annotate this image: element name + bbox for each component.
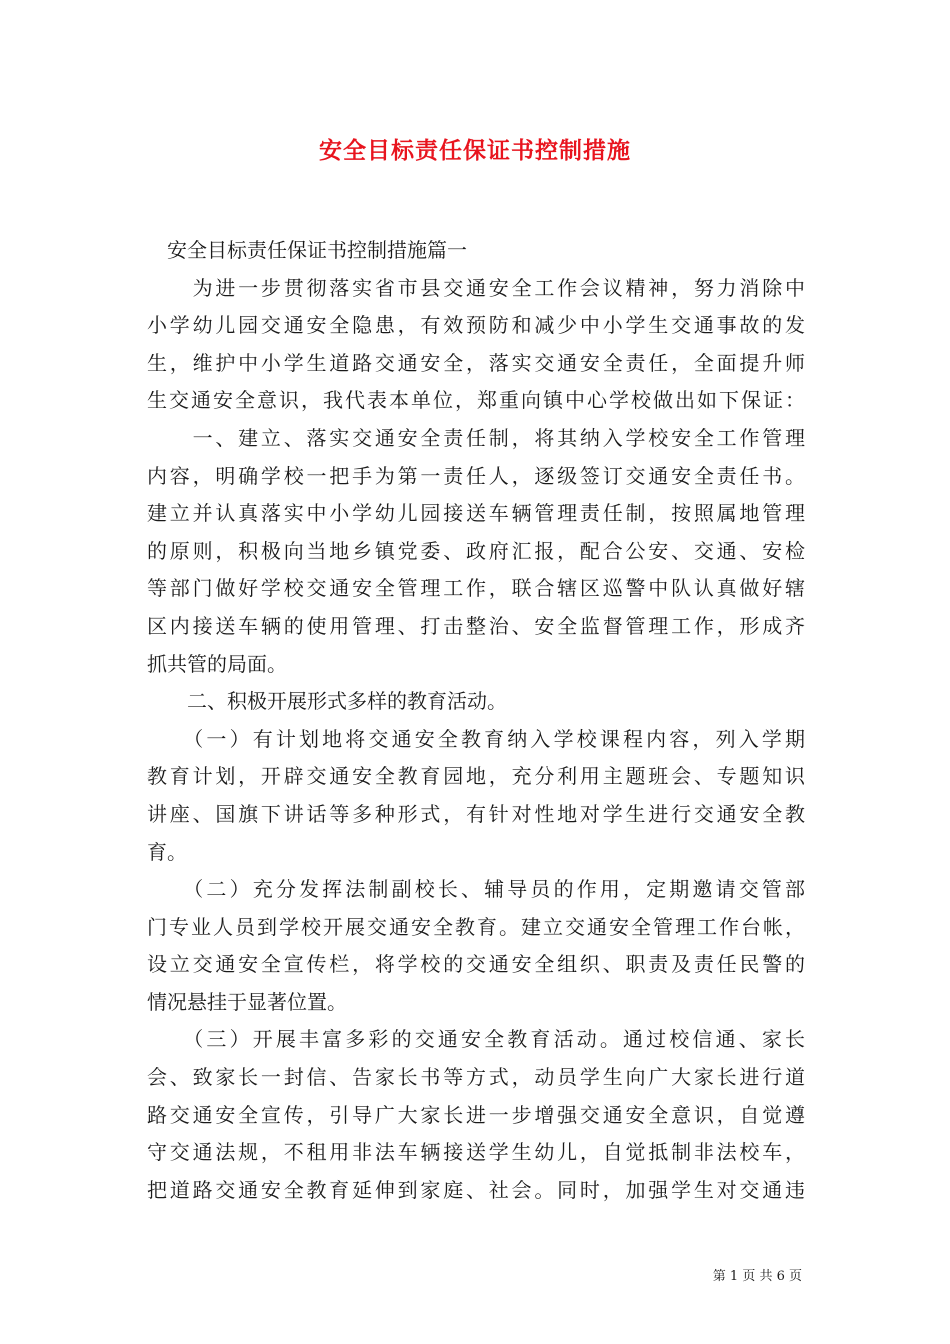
text-line: 区内接送车辆的使用管理、打击整治、安全监督管理工作，形成齐 <box>147 613 805 638</box>
text-line: 抓共管的局面。 <box>147 651 287 676</box>
document-body <box>147 232 805 1209</box>
text-line: 生交通安全意识，我代表本单位，郑重向镇中心学校做出如下保证： <box>147 388 805 413</box>
text-line: 的原则，积极向当地乡镇党委、政府汇报，配合公安、交通、安检 <box>147 538 805 563</box>
text-line: 把道路交通安全教育延伸到家庭、社会。同时，加强学生对交通违 <box>147 1177 805 1202</box>
text-line: 路交通安全宣传，引导广大家长进一步增强交通安全意识，自觉遵 <box>147 1102 805 1127</box>
text-line: 安全目标责任保证书控制措施篇一 <box>147 238 467 262</box>
text-line: 二、积极开展形式多样的教育活动。 <box>147 689 507 714</box>
text-line: 设立交通安全宣传栏，将学校的交通安全组织、职责及责任民警的 <box>147 952 805 977</box>
text-line: （二）充分发挥法制副校长、辅导员的作用，定期邀请交管部 <box>147 877 805 902</box>
document-title: 安全目标责任保证书控制措施 <box>319 137 631 164</box>
text-line: 建立并认真落实中小学幼儿园接送车辆管理责任制，按照属地管理 <box>147 501 805 526</box>
page-number: 第 1 页 共 6 页 <box>712 1269 802 1284</box>
text-line: 守交通法规，不租用非法车辆接送学生幼儿，自觉抵制非法校车， <box>147 1140 805 1165</box>
text-line: 等部门做好学校交通安全管理工作，联合辖区巡警中队认真做好辖 <box>147 576 805 601</box>
text-line: （一）有计划地将交通安全教育纳入学校课程内容，列入学期 <box>147 726 805 751</box>
text-line: 门专业人员到学校开展交通安全教育。建立交通安全管理工作台帐， <box>147 914 805 939</box>
text-line: 育。 <box>147 839 187 864</box>
text-line: 内容，明确学校一把手为第一责任人，逐级签订交通安全责任书。 <box>147 463 805 488</box>
text-line: 会、致家长一封信、告家长书等方式，动员学生向广大家长进行道 <box>147 1065 805 1090</box>
text-line: 生，维护中小学生道路交通安全，落实交通安全责任，全面提升师 <box>147 350 805 375</box>
text-line: 为进一步贯彻落实省市县交通安全工作会议精神，努力消除中 <box>147 275 805 300</box>
text-line: （三）开展丰富多彩的交通安全教育活动。通过校信通、家长 <box>147 1027 805 1052</box>
text-line: 小学幼儿园交通安全隐患，有效预防和减少中小学生交通事故的发 <box>147 313 805 338</box>
text-line: 教育计划，开辟交通安全教育园地，充分利用主题班会、专题知识 <box>147 764 805 789</box>
text-line: 情况悬挂于显著位置。 <box>147 989 347 1014</box>
text-line: 讲座、国旗下讲话等多种形式，有针对性地对学生进行交通安全教 <box>147 801 805 826</box>
text-line: 一、建立、落实交通安全责任制，将其纳入学校安全工作管理 <box>147 425 805 450</box>
